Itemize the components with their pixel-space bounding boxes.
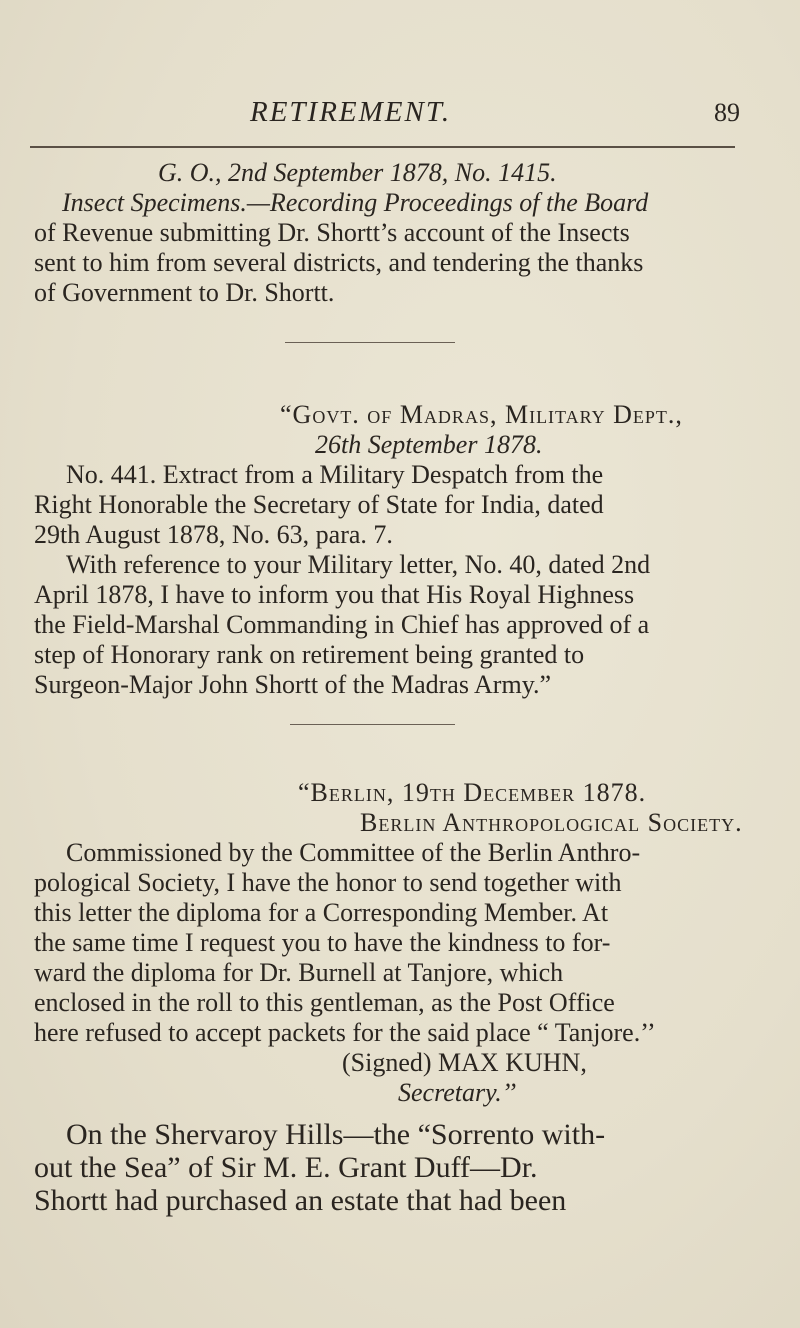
go-entry [30,158,760,308]
go-line-1: Insect Specimens.—Recording Proceedings of the Board [62,188,649,217]
madras-date: 26th September 1878. [315,430,543,459]
berlin-letter [30,778,760,1108]
berlin-line-2: pological Society, I have the honor to send together with [34,868,622,897]
closing-line-2: out the Sea” of Sir M. E. Grant Duff—Dr. [34,1151,538,1184]
madras-address: “Govt. of Madras, Military Dept., [280,400,683,429]
berlin-line-7: here refused to accept packets for the said place “ Tanjore.’’ [34,1018,656,1047]
go-line-3: sent to him from several districts, and tendering the thanks [34,248,644,277]
running-head: RETIREMENT. [250,96,452,128]
berlin-line-1: Commissioned by the Committee of the Berlin Anthro- [66,838,641,867]
madras-line-2: Right Honorable the Secretary of State for India, dated [34,490,604,519]
page-header [0,96,800,136]
berlin-place-date: “Berlin, 19th December 1878. [298,778,647,807]
go-line-4: of Government to Dr. Shortt. [34,278,335,307]
header-rule [30,146,735,148]
section-rule [290,724,455,725]
madras-line-7: step of Honorary rank on retirement being granted to [34,640,585,669]
madras-line-8: Surgeon-Major John Shortt of the Madras Army.” [34,670,552,699]
berlin-title: Secretary.’’ [398,1078,517,1107]
go-heading: G. O., 2nd September 1878, No. 1415. [158,158,557,187]
page-number: 89 [714,98,740,127]
berlin-line-6: enclosed in the roll to this gentleman, as the Post Office [34,988,615,1017]
madras-line-5: April 1878, I have to inform you that His Royal Highness [34,580,635,609]
go-line-2: of Revenue submitting Dr. Shortt’s account of the Insects [34,218,630,247]
closing-line-1: On the Shervaroy Hills—the “Sorrento with- [66,1118,606,1151]
madras-line-4: With reference to your Military letter, No. 40, dated 2nd [66,550,651,579]
closing-line-3: Shortt had purchased an estate that had been [34,1184,567,1217]
closing-paragraph [30,1118,760,1217]
berlin-line-3: this letter the diploma for a Corresponding Member. At [34,898,609,927]
madras-line-3: 29th August 1878, No. 63, para. 7. [34,520,393,549]
madras-line-6: the Field-Marshal Commanding in Chief has approved of a [34,610,650,639]
madras-line-1: No. 441. Extract from a Military Despatch from the [66,460,604,489]
berlin-society: Berlin Anthropological Society. [360,808,743,837]
section-rule [285,342,455,343]
berlin-line-4: the same time I request you to have the kindness to for- [34,928,611,957]
madras-letter [30,400,760,700]
berlin-line-5: ward the diploma for Dr. Burnell at Tanjore, which [34,958,564,987]
berlin-signature: (Signed) MAX KUHN, [342,1048,587,1077]
